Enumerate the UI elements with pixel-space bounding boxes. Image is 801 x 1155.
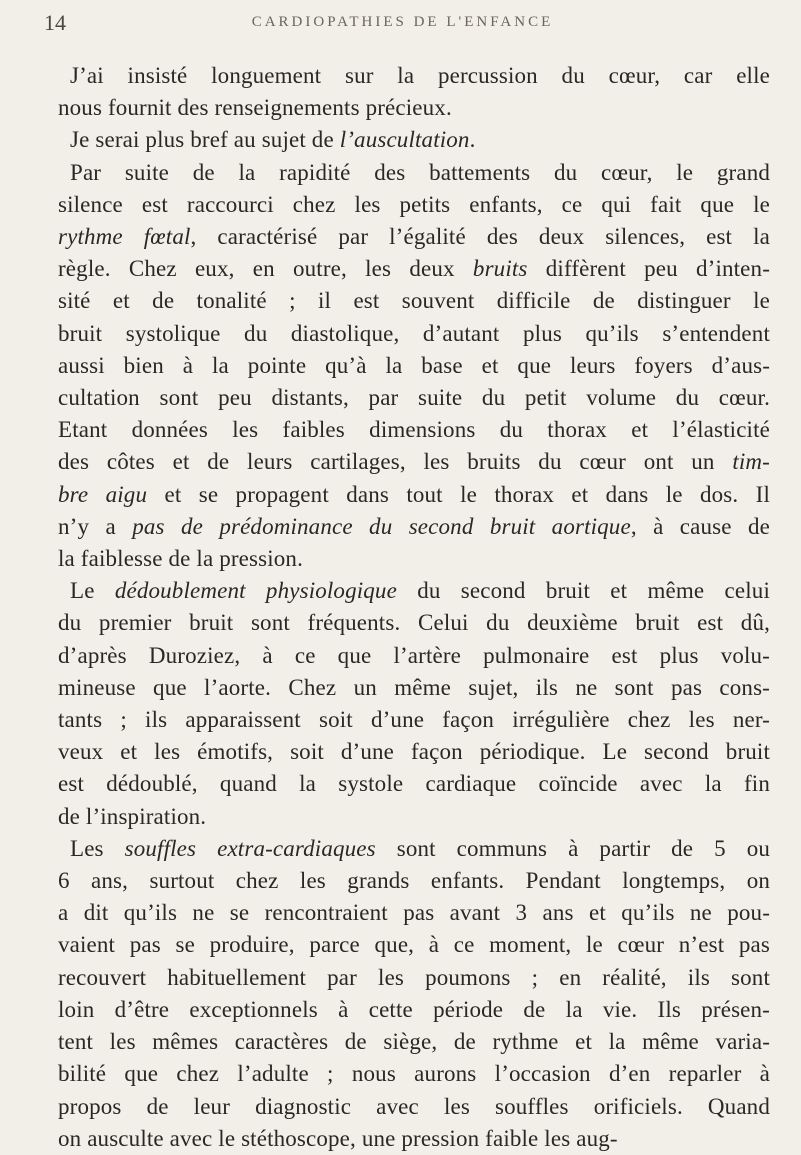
text-line: tent les mêmes caractères de siège, de rythme et la même varia- [58, 1029, 770, 1055]
text-line: vaient pas se produire, parce que, à ce moment, le cœur n’est pas [58, 932, 770, 958]
text-line: rythme fœtal, caractérisé par l’égalité des deux silences, est la [58, 224, 770, 250]
text-line: veux et les émotifs, soit d’une façon périodique. Le second bruit [58, 739, 770, 765]
text-line: Par suite de la rapidité des battements du cœur, le grand [70, 159, 770, 185]
paragraph [58, 60, 770, 124]
text-line: sité et de tonalité ; il est souvent difficile de distinguer le [58, 288, 770, 314]
text-line: Les souffles extra-cardiaques sont communs à partir de 5 ou [70, 835, 770, 861]
text-line: des côtes et de leurs cartilages, les bruits du cœur ont un tim- [58, 449, 770, 475]
text-line: bilité que chez l’adulte ; nous aurons l’occasion d’en reparler à [58, 1061, 770, 1087]
text-line: recouvert habituellement par les poumons ; en réalité, ils sont [58, 964, 770, 990]
page-number: 14 [44, 10, 66, 35]
italic-phrase: bre aigu [58, 481, 148, 507]
text-line: a dit qu’ils ne se rencontraient pas avant 3 ans et qu’ils ne pou- [58, 900, 770, 926]
text-line: 6 ans, surtout chez les grands enfants. Pendant longtemps, on [58, 868, 770, 894]
text-line: de l’inspiration. [58, 803, 207, 829]
text-line: nous fournit des renseignements précieux. [58, 95, 452, 121]
text-line: tants ; ils apparaissent soit d’une façon irrégulière chez les ner- [58, 707, 770, 733]
text-line: aussi bien à la pointe qu’à la base et que leurs foyers d’aus- [58, 352, 770, 378]
text-line: Etant données les faibles dimensions du thorax et l’élasticité [58, 417, 770, 443]
italic-phrase: bruits [472, 256, 528, 282]
text-line: loin d’être exceptionnels à cette période de la vie. Ils présen- [58, 996, 770, 1022]
paragraph [58, 124, 770, 156]
italic-phrase: tim- [732, 449, 770, 475]
text-line: n’y a pas de prédominance du second bruit aortique, à cause de [58, 513, 770, 539]
paragraph [58, 833, 770, 1155]
body-text [58, 60, 770, 1155]
running-title: CARDIOPATHIES DE L'ENFANCE [251, 14, 554, 30]
text-line: J’ai insisté longuement sur la percussion du cœur, car elle [70, 63, 770, 88]
text-line: est dédoublé, quand la systole cardiaque coïncide avec la fin [58, 771, 770, 797]
italic-phrase: rythme fœtal [58, 224, 191, 250]
text-line: mineuse que l’aorte. Chez un même sujet, ils ne sont pas cons- [58, 674, 770, 700]
text-line: bruit systolique du diastolique, d’autant plus qu’ils s’entendent [58, 320, 770, 346]
text-line: on ausculte avec le stéthoscope, une pression faible les aug- [58, 1125, 618, 1151]
paragraph [58, 157, 770, 576]
page-header [44, 8, 761, 42]
text-line: Le dédoublement physiologique du second bruit et même celui [70, 578, 770, 604]
italic-phrase: pas de prédominance du second bruit aortique [132, 513, 631, 539]
text-line: propos de leur diagnostic avec les souffles orificiels. Quand [58, 1093, 770, 1119]
text-line: du premier bruit sont fréquents. Celui du deuxième bruit est dû, [58, 610, 770, 636]
text-line: la faiblesse de la pression. [58, 546, 303, 572]
italic-phrase: dédoublement physiologique [114, 578, 397, 604]
text-line: bre aigu et se propagent dans tout le thorax et dans le dos. Il [58, 481, 770, 507]
text-line: silence est raccourci chez les petits enfants, ce qui fait que le [58, 191, 770, 217]
text-line: d’après Duroziez, à ce que l’artère pulmonaire est plus volu- [58, 642, 770, 668]
text-line: règle. Chez eux, en outre, les deux bruits diffèrent peu d’inten- [58, 256, 770, 282]
paragraph [58, 575, 770, 833]
text-line: Je serai plus bref au sujet de l’auscultation. [70, 127, 476, 153]
italic-phrase: souffles extra-cardiaques [124, 835, 376, 861]
italic-phrase: l’auscultation [339, 127, 470, 153]
text-line: cultation sont peu distants, par suite du petit volume du cœur. [58, 385, 770, 411]
